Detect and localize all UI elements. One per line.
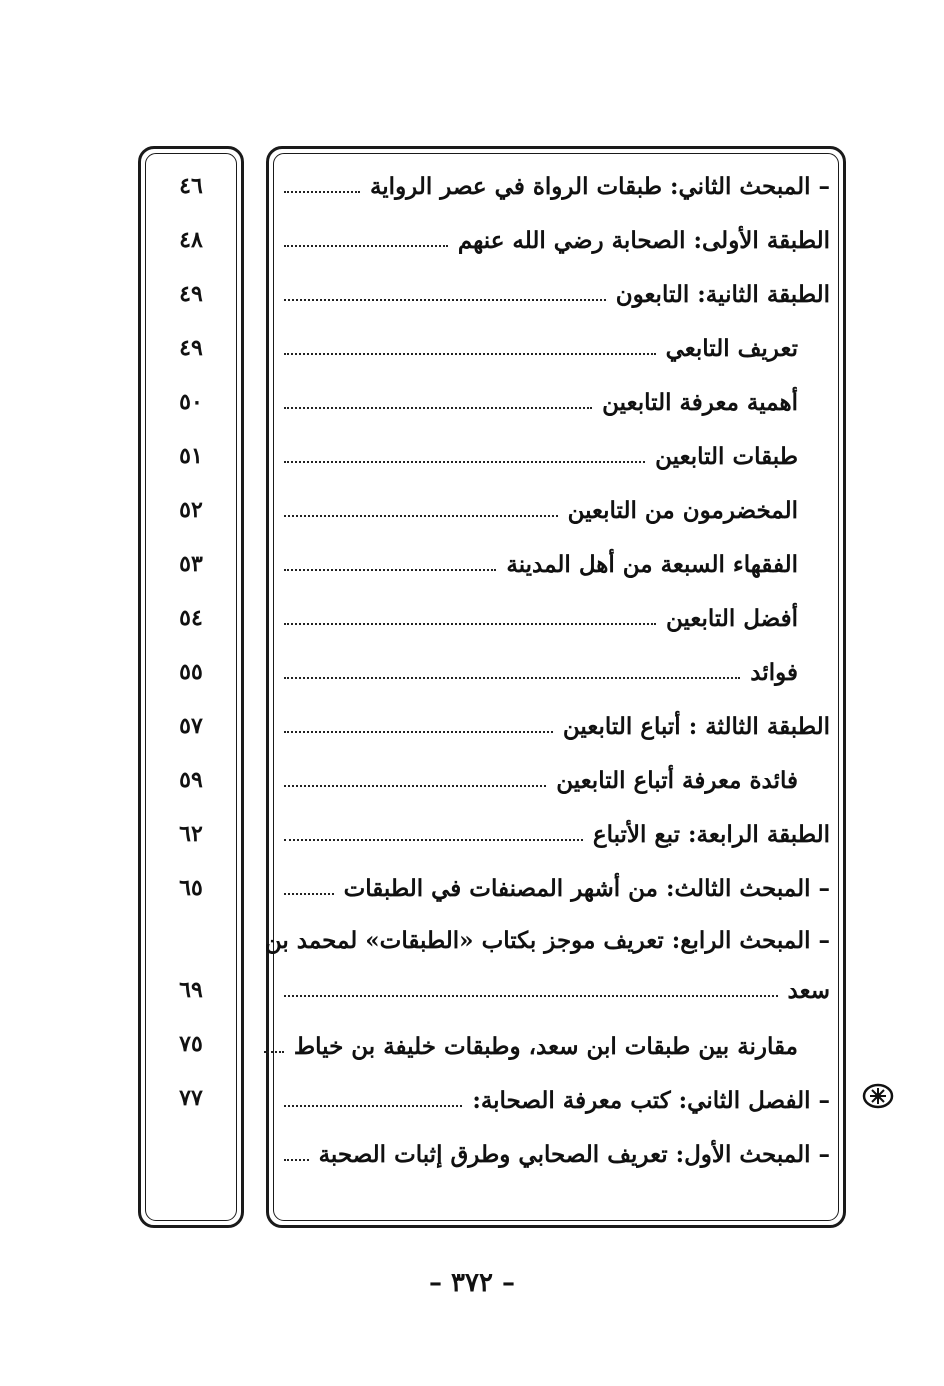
toc-page-number: ٧٥ <box>179 1031 203 1057</box>
toc-entry <box>284 378 830 418</box>
leader-dots <box>284 731 553 733</box>
toc-entry-title: فوائد <box>750 659 798 686</box>
leader-dots <box>284 191 360 193</box>
toc-entry <box>284 966 830 1006</box>
toc-entry-title: فائدة معرفة أتباع التابعين <box>556 767 798 794</box>
leader-dots <box>284 1105 462 1107</box>
toc-page-number: ٥٩ <box>179 767 203 793</box>
toc-page-number: ٤٨ <box>179 227 203 253</box>
toc-entry <box>284 432 830 472</box>
leader-dots <box>284 677 740 679</box>
toc-entry-title: أفضل التابعين <box>665 605 798 632</box>
toc-entry <box>284 216 830 256</box>
leader-dots <box>284 995 778 997</box>
toc-page-number: ٥٢ <box>179 497 203 523</box>
toc-entry-title: الطبقة الأولى: الصحابة رضي الله عنهم <box>457 227 830 254</box>
toc-entry-title: الطبقة الرابعة: تبع الأتباع <box>592 821 830 848</box>
toc-entry <box>284 594 830 634</box>
toc-page-number: ٥٥ <box>179 659 203 685</box>
toc-page-number: ٤٦ <box>179 173 203 199</box>
toc-entry <box>284 270 830 310</box>
toc-entry <box>284 756 830 796</box>
toc-entry-title: الطبقة الثانية: التابعون <box>615 281 830 308</box>
toc-entry <box>284 1022 830 1062</box>
leader-dots <box>284 353 656 355</box>
leader-dots <box>284 569 496 571</box>
toc-entry-title-continued: سعد <box>787 977 830 1004</box>
toc-entry-title: – الفصل الثاني: كتب معرفة الصحابة: <box>472 1087 830 1114</box>
leader-dots <box>284 407 592 409</box>
toc-entry <box>284 648 830 688</box>
toc-entry-title: – المبحث الرابع: تعريف موجز بكتاب «الطبقات» لمحمد بن <box>264 927 830 954</box>
toc-page-number: ٦٥ <box>179 875 203 901</box>
leader-dots <box>284 623 656 625</box>
toc-page-number: ٤٩ <box>179 281 203 307</box>
page-number-footer: – ٣٧٢ – <box>428 1268 516 1298</box>
leader-dots <box>284 515 558 517</box>
toc-entry <box>284 162 830 202</box>
toc-entry <box>284 810 830 850</box>
toc-entry-title: مقارنة بين طبقات ابن سعد، وطبقات خليفة بن خياط <box>293 1033 798 1060</box>
toc-page-number: ٤٩ <box>179 335 203 361</box>
toc-page-number: ٦٢ <box>179 821 203 847</box>
toc-entry <box>284 540 830 580</box>
toc-entry-title: – المبحث الأول: تعريف الصحابي وطرق إثبات الصحبة <box>318 1141 830 1168</box>
toc-page-number: ٥٧ <box>179 713 203 739</box>
toc-entry <box>284 1130 830 1170</box>
leader-dots <box>264 1051 284 1053</box>
toc-pages-frame <box>138 146 244 1228</box>
toc-entry-title: – المبحث الثالث: من أشهر المصنفات في الطبقات <box>343 875 830 902</box>
toc-page-number: ٥١ <box>179 443 203 469</box>
toc-entry <box>284 324 830 364</box>
toc-entry-title: الطبقة الثالثة : أتباع التابعين <box>562 713 830 740</box>
toc-entry <box>284 702 830 742</box>
toc-page-number: ٥٤ <box>179 605 203 631</box>
toc-entry-title: المخضرمون من التابعين <box>567 497 798 524</box>
toc-page-number: ٧٧ <box>179 1085 203 1111</box>
toc-entry <box>284 486 830 526</box>
leader-dots <box>284 1159 309 1161</box>
leader-dots <box>284 461 645 463</box>
toc-entry <box>284 1076 830 1116</box>
leader-dots <box>284 785 546 787</box>
toc-entry-title: أهمية معرفة التابعين <box>602 389 798 416</box>
toc-entry-title: طبقات التابعين <box>655 443 798 470</box>
leader-dots <box>284 245 448 247</box>
leader-dots <box>284 839 583 841</box>
toc-page-number: ٥٠ <box>179 389 203 415</box>
toc-page-number: ٥٣ <box>179 551 203 577</box>
toc-entry <box>284 864 830 904</box>
toc-entry-title: الفقهاء السبعة من أهل المدينة <box>506 551 798 578</box>
toc-entry-title: تعريف التابعي <box>665 335 798 362</box>
leader-dots <box>284 893 334 895</box>
toc-page-number: ٦٩ <box>179 977 203 1003</box>
ornament-star-icon <box>862 1082 894 1110</box>
toc-entry-title: – المبحث الثاني: طبقات الرواة في عصر الرواية <box>369 173 830 200</box>
leader-dots <box>284 299 606 301</box>
